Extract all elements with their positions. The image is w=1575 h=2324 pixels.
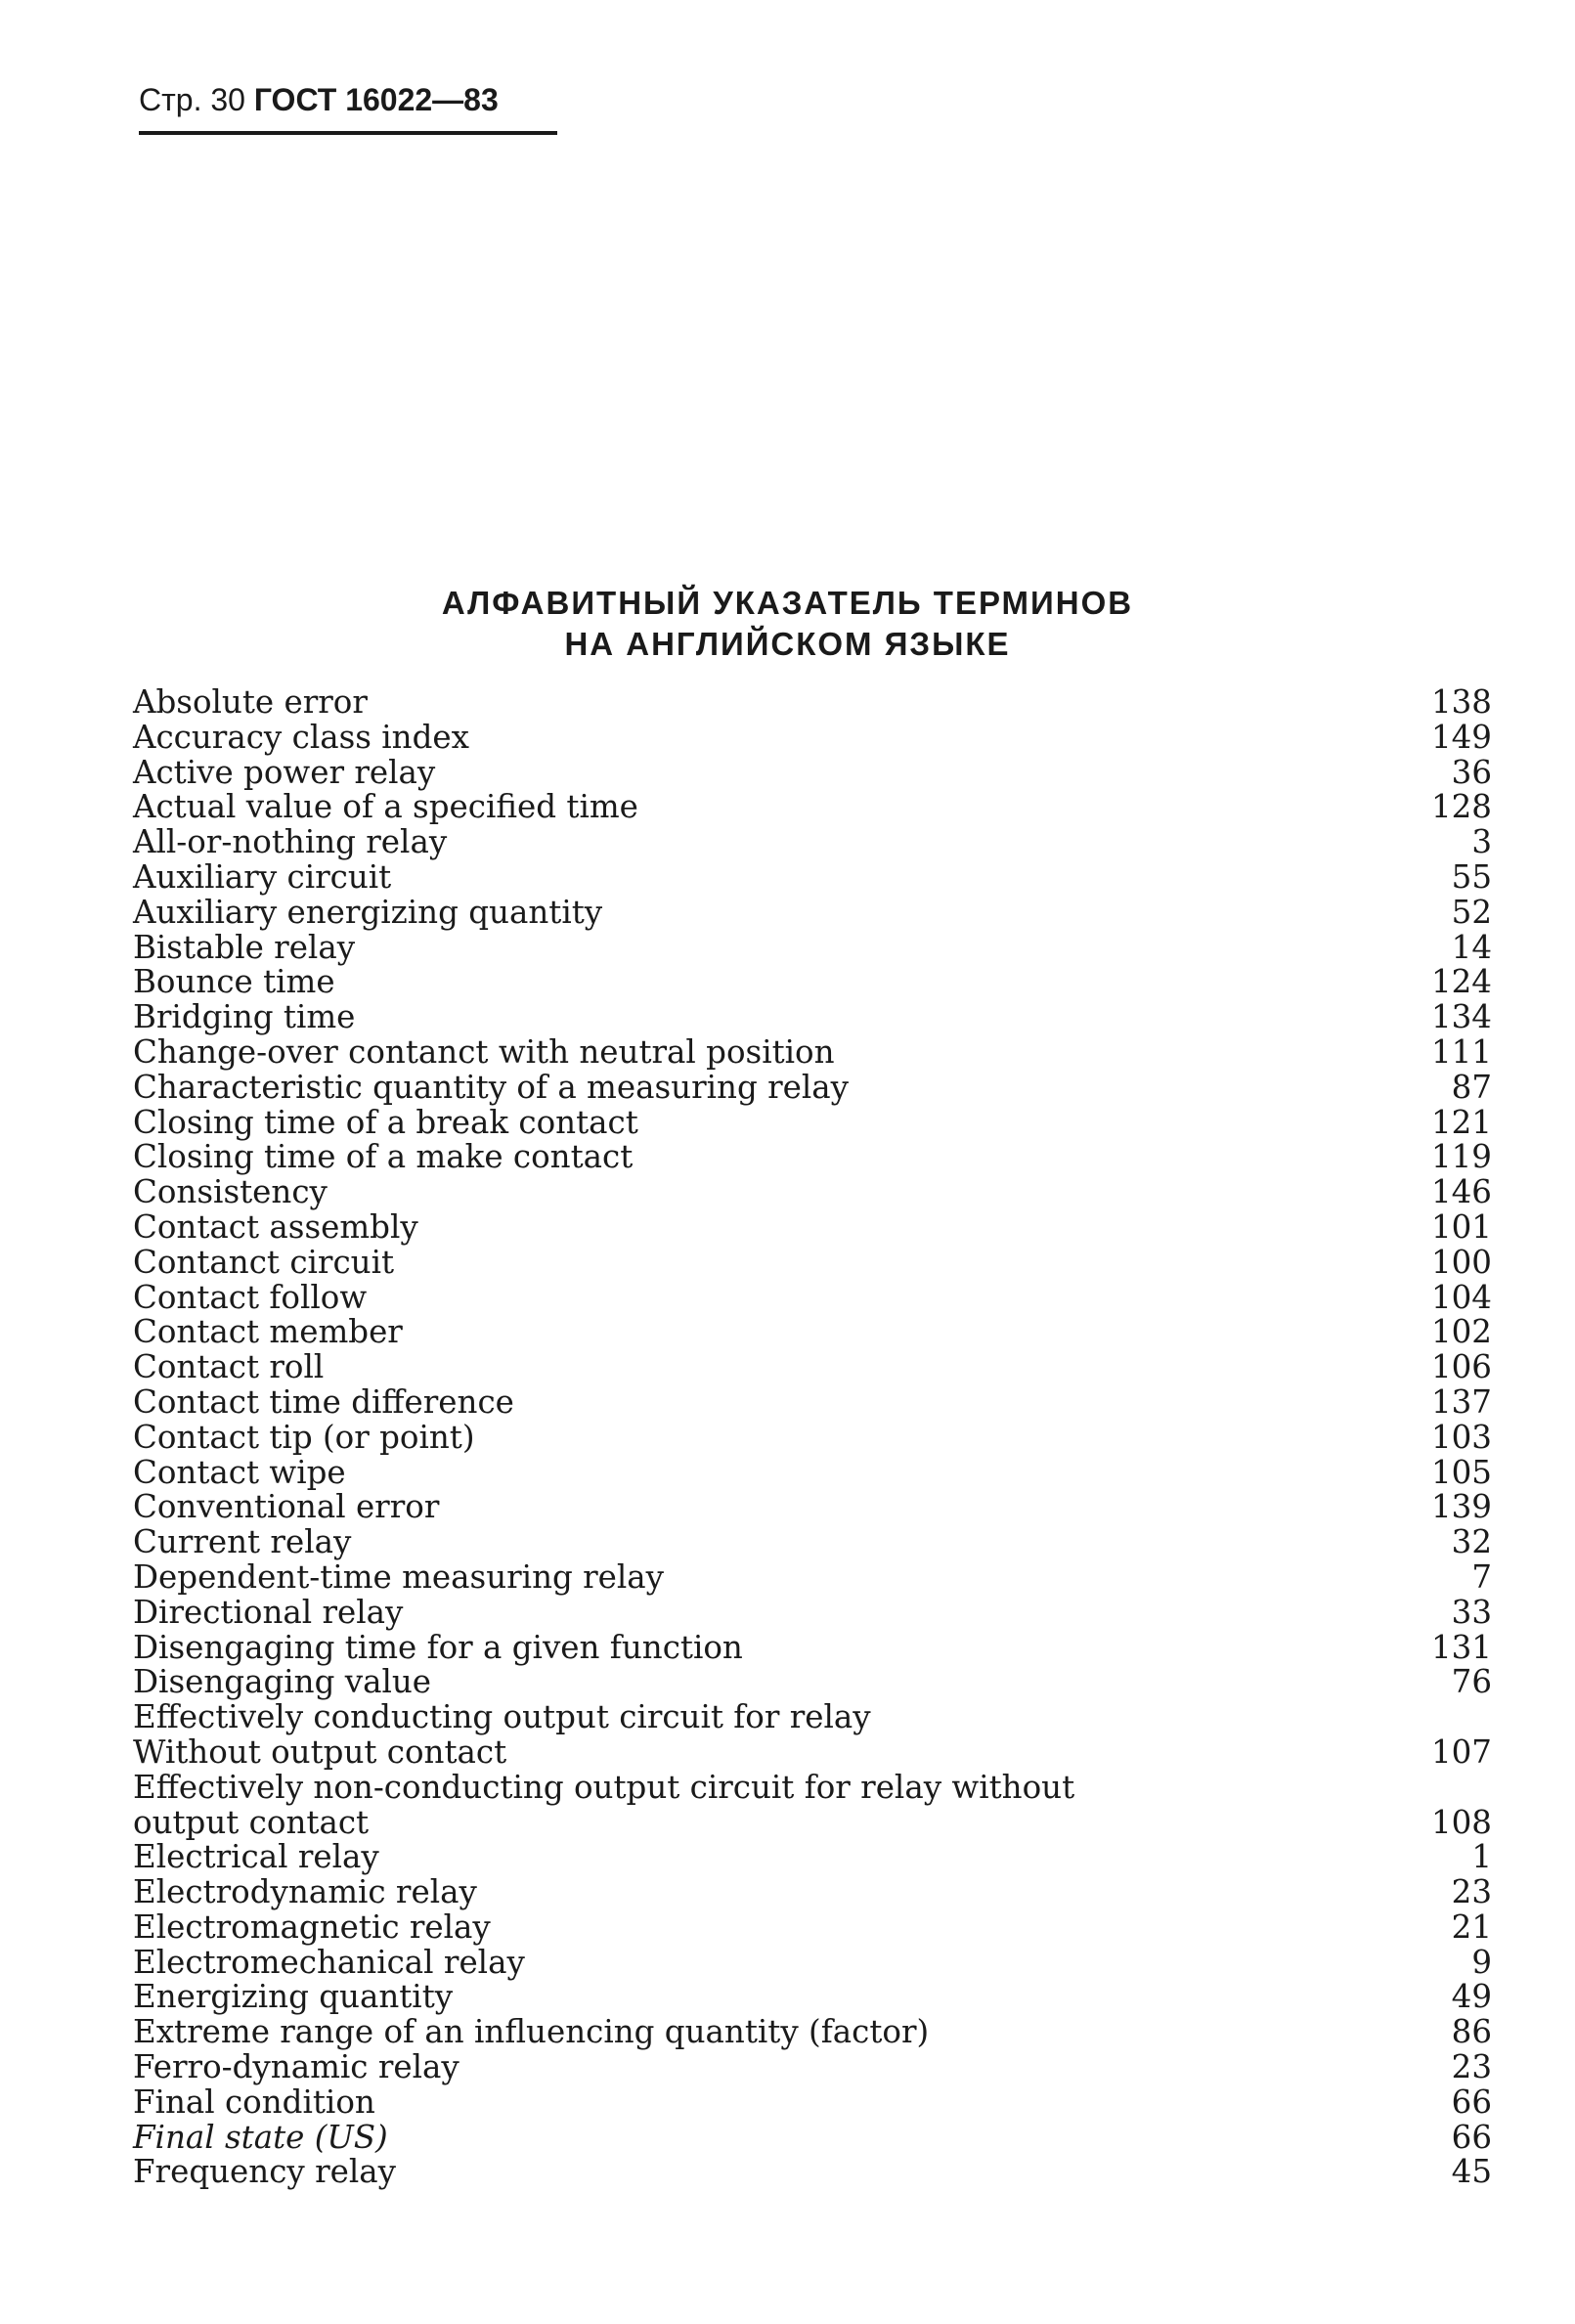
index-term: Contact tip (or point) xyxy=(133,1418,475,1456)
index-term: Electrical relay xyxy=(133,1838,379,1876)
index-term: Auxiliary circuit xyxy=(133,857,392,896)
index-entry xyxy=(133,753,1492,791)
index-term: Electromechanical relay xyxy=(133,1943,525,1981)
index-term-number: 23 xyxy=(1451,2048,1492,2086)
index-term-number: 139 xyxy=(1430,1488,1492,1526)
index-term-number: 119 xyxy=(1430,1138,1492,1176)
index-term-number: 7 xyxy=(1471,1557,1492,1596)
index-entry xyxy=(133,1315,1492,1350)
index-term-number: 14 xyxy=(1451,928,1492,966)
term-index-list xyxy=(133,685,1492,2190)
index-entry xyxy=(133,2085,1492,2121)
page-header xyxy=(139,80,559,119)
index-entry xyxy=(133,1840,1492,1875)
index-term-number: 108 xyxy=(1430,1803,1492,1841)
index-term: All-or-nothing relay xyxy=(133,823,448,861)
index-term: Bridging time xyxy=(133,998,356,1036)
index-entry xyxy=(133,1490,1492,1525)
index-term-number: 36 xyxy=(1451,753,1492,791)
index-term-number: 55 xyxy=(1451,857,1492,896)
index-term-number: 124 xyxy=(1430,963,1492,1001)
standard-designation: ГОСТ 16022—83 xyxy=(253,82,499,117)
index-entry xyxy=(133,1140,1492,1175)
index-term: Contact roll xyxy=(133,1348,325,1386)
index-entry xyxy=(133,2155,1492,2190)
index-term-number: 149 xyxy=(1430,718,1492,756)
index-term: Bistable relay xyxy=(133,928,356,966)
index-entry xyxy=(133,1525,1492,1560)
index-term-number: 107 xyxy=(1430,1732,1492,1771)
index-term: Current relay xyxy=(133,1523,352,1561)
index-entry xyxy=(133,1943,1492,1981)
index-term: Contact time difference xyxy=(133,1382,514,1421)
index-term-number: 9 xyxy=(1471,1943,1492,1981)
index-term: Actual value of a specified time xyxy=(133,788,638,826)
index-term: Directional relay xyxy=(133,1593,404,1631)
index-term: Contact member xyxy=(133,1313,403,1351)
index-title xyxy=(0,583,1575,665)
index-term-number: 104 xyxy=(1430,1278,1492,1316)
index-entry xyxy=(133,1243,1492,1281)
index-term-number: 131 xyxy=(1430,1628,1492,1666)
index-entry xyxy=(133,790,1492,825)
index-term-number: 105 xyxy=(1430,1453,1492,1491)
index-entry xyxy=(133,1700,1492,1771)
index-entry xyxy=(133,1628,1492,1666)
index-term-number: 21 xyxy=(1451,1907,1492,1946)
index-term-number: 52 xyxy=(1451,893,1492,931)
index-term-number: 134 xyxy=(1430,998,1492,1036)
header-rule xyxy=(139,131,557,135)
index-term: Absolute error xyxy=(133,683,368,721)
index-term: Electromagnetic relay xyxy=(133,1907,491,1946)
index-term: Disengaging time for a given function xyxy=(133,1628,743,1666)
index-entry xyxy=(133,825,1492,860)
index-term-number: 1 xyxy=(1471,1838,1492,1876)
index-term: Effectively non-conducting output circuit for relay without output contact xyxy=(133,1768,1075,1841)
index-term: Change-over contanct with neutral position xyxy=(133,1032,835,1071)
index-term-number: 3 xyxy=(1471,823,1492,861)
index-term-number: 45 xyxy=(1451,2153,1492,2191)
index-term-number: 49 xyxy=(1451,1978,1492,2016)
index-term-number: 101 xyxy=(1430,1207,1492,1246)
index-term-number: 121 xyxy=(1430,1103,1492,1141)
index-entry xyxy=(133,1453,1492,1491)
index-term: Contanct circuit xyxy=(133,1243,395,1281)
index-term: Bounce time xyxy=(133,963,335,1001)
index-entry xyxy=(133,1907,1492,1946)
index-term: Consistency xyxy=(133,1173,328,1211)
index-term-number: 128 xyxy=(1430,788,1492,826)
index-entry xyxy=(133,1557,1492,1596)
index-term: Contact wipe xyxy=(133,1453,346,1491)
index-term: Closing time of a break contact xyxy=(133,1103,638,1141)
index-term: Conventional error xyxy=(133,1488,440,1526)
index-entry xyxy=(133,1875,1492,1910)
index-entry xyxy=(133,1418,1492,1456)
index-entry xyxy=(133,1103,1492,1141)
index-term: Contact assembly xyxy=(133,1207,418,1246)
index-entry xyxy=(133,1593,1492,1631)
index-entry xyxy=(133,1207,1492,1246)
index-entry xyxy=(133,928,1492,966)
index-term: Extreme range of an influencing quantity (factor) xyxy=(133,2013,930,2051)
index-entry xyxy=(133,965,1492,1000)
index-entry xyxy=(133,1768,1492,1841)
index-entry xyxy=(133,1382,1492,1421)
index-entry xyxy=(133,1278,1492,1316)
index-entry xyxy=(133,857,1492,896)
index-term-number: 66 xyxy=(1451,2118,1492,2156)
index-entry xyxy=(133,893,1492,931)
index-term: Frequency relay xyxy=(133,2153,397,2191)
index-term: Final state (US) xyxy=(133,2118,388,2156)
index-entry xyxy=(133,1665,1492,1700)
index-term: Active power relay xyxy=(133,753,436,791)
index-term-number: 23 xyxy=(1451,1873,1492,1911)
index-term-number: 76 xyxy=(1451,1663,1492,1701)
index-entry xyxy=(133,2050,1492,2085)
index-term-number: 33 xyxy=(1451,1593,1492,1631)
index-term: Disengaging value xyxy=(133,1663,432,1701)
index-entry xyxy=(133,1032,1492,1071)
index-term: Characteristic quantity of a measuring relay xyxy=(133,1068,849,1106)
index-term: Effectively conducting output circuit for relay Without output contact xyxy=(133,1698,871,1771)
index-term: Electrodynamic relay xyxy=(133,1873,477,1911)
index-term-number: 86 xyxy=(1451,2013,1492,2051)
index-term-number: 138 xyxy=(1430,683,1492,721)
index-entry xyxy=(133,1000,1492,1035)
index-term-number: 137 xyxy=(1430,1382,1492,1421)
index-term-number: 106 xyxy=(1430,1348,1492,1386)
index-entry xyxy=(133,1175,1492,1210)
index-entry xyxy=(133,685,1492,721)
index-term-number: 66 xyxy=(1451,2083,1492,2121)
index-term: Accuracy class index xyxy=(133,718,469,756)
index-term-number: 146 xyxy=(1430,1173,1492,1211)
index-term: Energizing quantity xyxy=(133,1978,454,2016)
index-term-number: 102 xyxy=(1430,1313,1492,1351)
index-entry xyxy=(133,1980,1492,2015)
index-entry xyxy=(133,2015,1492,2050)
index-entry xyxy=(133,1068,1492,1106)
index-entry xyxy=(133,1350,1492,1385)
index-term-number: 32 xyxy=(1451,1523,1492,1561)
index-term: Dependent-time measuring relay xyxy=(133,1557,665,1596)
index-term: Closing time of a make contact xyxy=(133,1138,634,1176)
index-term: Contact follow xyxy=(133,1278,368,1316)
index-title-line-1: АЛФАВИТНЫЙ УКАЗАТЕЛЬ ТЕРМИНОВ xyxy=(441,585,1134,621)
index-term-number: 100 xyxy=(1430,1243,1492,1281)
index-term-number: 103 xyxy=(1430,1418,1492,1456)
index-title-line-2: НА АНГЛИЙСКОМ ЯЗЫКЕ xyxy=(564,626,1011,662)
page-number-label: Стр. 30 xyxy=(139,82,245,117)
index-term: Final condition xyxy=(133,2083,375,2121)
index-term-number: 87 xyxy=(1451,1068,1492,1106)
index-entry xyxy=(133,718,1492,756)
index-term: Auxiliary energizing quantity xyxy=(133,893,603,931)
index-term: Ferro-dynamic relay xyxy=(133,2048,459,2086)
index-entry xyxy=(133,2118,1492,2156)
index-term-number: 111 xyxy=(1430,1032,1492,1071)
